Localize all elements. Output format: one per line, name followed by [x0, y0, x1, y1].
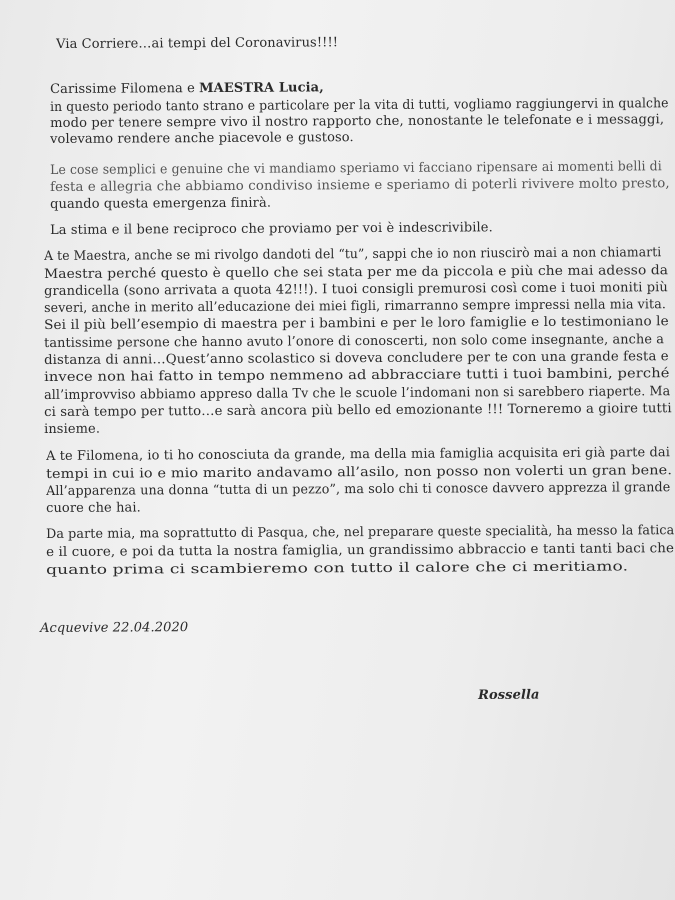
- p4-line: grandicella (sono arrivata a quota 42!!!). I tuoi consigli premurosi così come i tuoi moniti più: [44, 280, 668, 299]
- p5-line: tempi in cui io e mio marito andavamo all’asilo, non posso non volerti un gran bene.: [46, 463, 673, 482]
- p4-line: all’improvviso abbiamo appreso dalla Tv che le scuole l’indomani non si sarebbero riaperte. Ma: [44, 384, 671, 403]
- p6-line: Da parte mia, ma soprattutto di Pasqua, che, nel preparare queste specialità, ha messo la fatica: [46, 523, 675, 542]
- p4-line: distanza di anni…Quest’anno scolastico si doveva concludere per te con una grande festa e: [44, 349, 669, 368]
- p4-line: severi, anche in merito all’educazione dei miei figli, rimarranno sempre impressi nella mia vita.: [44, 297, 666, 316]
- p2-line: Le cose semplici e genuine che vi mandiamo speriamo vi facciano ripensare ai momenti belli di: [50, 159, 662, 178]
- p6-line: quanto prima ci scambieremo con tutto il calore che ci meritiamo.: [46, 559, 629, 578]
- p4-line: invece non hai fatto in tempo nemmeno ad abbracciare tutti i tuoi bambini, perché: [44, 366, 670, 385]
- signature: Rossella: [478, 687, 540, 703]
- p5-line: All’apparenza una donna “tutta di un pezzo”, ma solo chi ti conosce davvero apprezza il grande: [46, 480, 671, 499]
- p4-line: tantissime persone che hanno avuto l’onore di conoscerti, non solo come insegnante, anche a: [44, 332, 665, 351]
- p4-line: ci sarà tempo per tutto…e sarà ancora più bello ed emozionante !!! Torneremo a gioire tutti: [44, 401, 672, 420]
- p5-line: A te Filomena, io ti ho conosciuta da grande, ma della mia famiglia acquisita eri già parte dai: [46, 445, 671, 464]
- salutation-addressee: MAESTRA Lucia,: [199, 80, 324, 97]
- salutation-prefix: Carissime Filomena e: [50, 81, 195, 97]
- p5-line: cuore che hai.: [46, 500, 141, 516]
- p2-line: festa e allegria che abbiamo condiviso insieme e speriamo di poterli rivivere molto presto,: [50, 176, 670, 195]
- p4-line: Maestra perché questo è quello che sei stata per me da piccola e più che mai adesso da: [44, 263, 669, 282]
- p4-line: insieme.: [44, 421, 101, 437]
- p1-line: modo per tenere sempre vivo il nostro rapporto che, nonostante le telefonate e i messaggi,: [50, 112, 665, 131]
- letter-salutation: [50, 80, 324, 97]
- p1-line: volevamo rendere anche piacevole e gustoso.: [50, 130, 354, 147]
- p4-line: A te Maestra, anche se mi rivolgo dandoti del “tu”, sappi che io non riuscirò mai a non chiamarti: [44, 245, 662, 264]
- p3-line: La stima e il bene reciproco che proviamo per voi è indescrivibile.: [50, 220, 493, 238]
- p1-line: in questo periodo tanto strano e particolare per la vita di tutti, vogliamo raggiungervi in qualche: [50, 96, 669, 115]
- p6-line: e il cuore, e poi da tutta la nostra famiglia, un grandissimo abbraccio e tanti tanti baci che: [46, 541, 675, 560]
- letter-heading: Via Corriere…ai tempi del Coronavirus!!!!: [56, 35, 339, 52]
- p4-line: Sei il più bell’esempio di maestra per i bambini e per le loro famiglie e lo testimoniano le: [44, 314, 669, 333]
- p2-line: quando questa emergenza finirà.: [50, 195, 272, 212]
- place-date: Acquevive 22.04.2020: [40, 620, 189, 636]
